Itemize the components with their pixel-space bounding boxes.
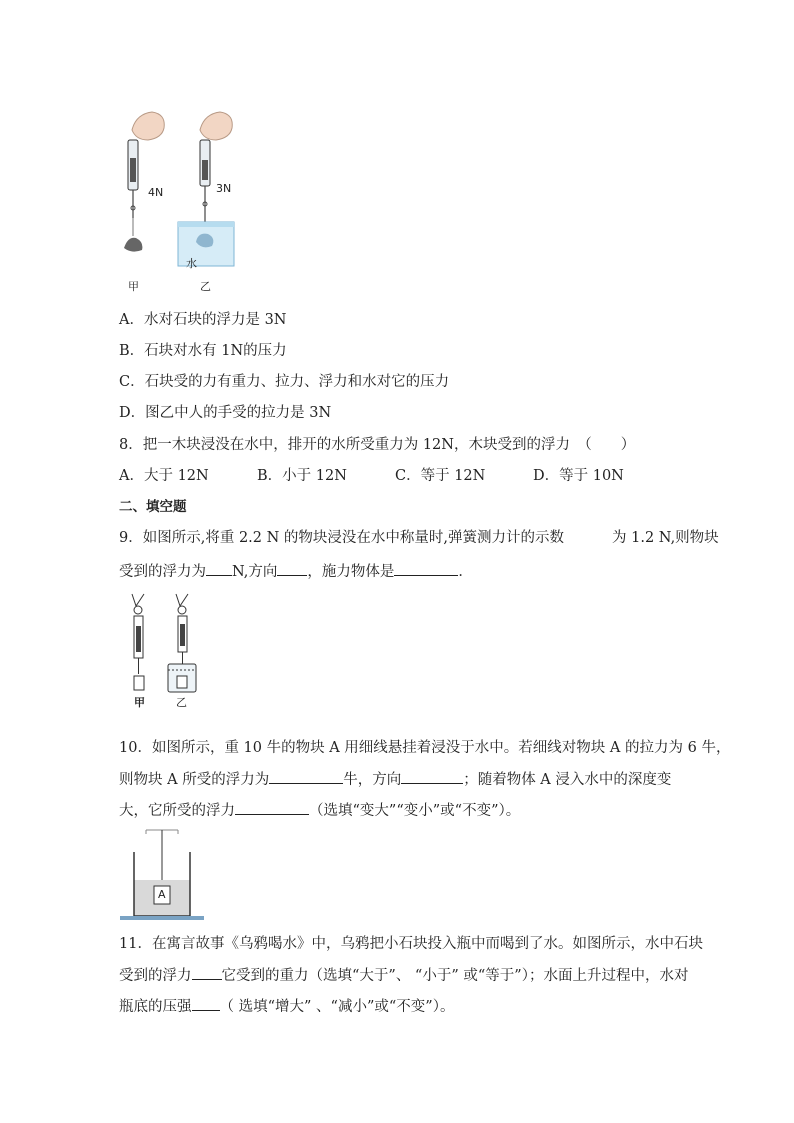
q9-text-2c: ，施力物体是 xyxy=(307,564,395,580)
q10-text-2b: 牛，方向 xyxy=(343,772,402,788)
q7-option-a: A．水对石块的浮力是 3N xyxy=(119,312,287,328)
q11-blank-compare[interactable] xyxy=(192,965,222,980)
q9-blank-direction[interactable] xyxy=(277,561,307,576)
q10-blank-direction[interactable] xyxy=(401,769,463,784)
q8-option-c: C．等于 12N xyxy=(395,468,486,484)
q8-option-d: D．等于 10N xyxy=(533,468,624,484)
q10-line1: 10．如图所示，重 10 牛的物块 A 用细线悬挂着浸没于水中。若细线对物块 A 的拉力为 6 牛， xyxy=(119,740,731,756)
q10-text-3a: 大，它所受的浮力 xyxy=(119,803,235,819)
figure-spring-scale-stone xyxy=(118,108,268,298)
q10-blank-force[interactable] xyxy=(269,769,343,784)
water-label: 水 xyxy=(186,257,197,270)
q11-text-2b: 它受到的重力（选填“大于”、 “小于” 或“等于”）；水面上升过程中，水对 xyxy=(221,968,689,984)
q9-scale-illustration xyxy=(122,592,212,704)
block-label-a: A xyxy=(158,888,166,901)
q10-line3 xyxy=(119,800,520,821)
reading-left: 4N xyxy=(148,186,164,199)
q9-text-1a: 9．如图所示,将重 2.2 N 的物块浸没在水中称量时,弹簧测力计的示数 xyxy=(119,530,565,546)
q11-text-2a: 受到的浮力 xyxy=(119,968,192,984)
q9-text-1b: 为 1.2 N,则物块 xyxy=(612,530,719,546)
q7-option-c: C．石块受的力有重力、拉力、浮力和水对它的压力 xyxy=(119,374,450,390)
q10-line2 xyxy=(119,769,671,790)
q11-blank-pressure[interactable] xyxy=(192,996,220,1011)
q9-blank-agent[interactable] xyxy=(394,561,458,576)
figure-q9-scales xyxy=(122,592,212,709)
section-heading: 二、填空题 xyxy=(119,499,187,515)
q9-text-2a: 受到的浮力为 xyxy=(119,564,206,580)
q10-container-illustration xyxy=(120,828,204,924)
q11-line3 xyxy=(119,996,454,1017)
q9-line2 xyxy=(119,561,473,582)
q8-option-b: B．小于 12N xyxy=(257,468,347,484)
fig1-label-left: 甲 xyxy=(128,280,139,293)
q10-text-3b: （选填“变大”“变小”或“不变”）。 xyxy=(309,803,521,819)
q9-text-2d: ． xyxy=(458,564,473,580)
figure-q10-container xyxy=(120,828,204,924)
q8-option-a: A．大于 12N xyxy=(119,468,209,484)
q11-text-3a: 瓶底的压强 xyxy=(119,999,192,1015)
q9-blank-force[interactable] xyxy=(206,561,232,576)
q9-text-2b: N,方向 xyxy=(232,564,278,580)
q10-blank-change[interactable] xyxy=(235,800,309,815)
reading-right: 3N xyxy=(216,182,232,195)
q11-line1: 11．在寓言故事《乌鸦喝水》中，乌鸦把小石块投入瓶中而喝到了水。如图所示，水中石块 xyxy=(119,936,703,952)
q11-text-3b: （ 选填“增大” 、“减小”或“不变”）。 xyxy=(219,999,455,1015)
fig1-label-right: 乙 xyxy=(200,280,211,293)
q10-text-2a: 则物块 A 所受的浮力为 xyxy=(119,772,270,788)
fig2-label-right: 乙 xyxy=(176,696,187,709)
q7-option-d: D．图乙中人的手受的拉力是 3N xyxy=(119,405,332,421)
q10-text-2c: ；随着物体 A 浸入水中的深度变 xyxy=(463,772,672,788)
q9-line1 xyxy=(119,528,719,548)
q8-stem: 8．把一木块浸没在水中，排开的水所受重力为 12N，木块受到的浮力 （ ） xyxy=(119,437,636,453)
fig2-label-left: 甲 xyxy=(134,696,145,709)
q7-option-b: B．石块对水有 1N的压力 xyxy=(119,343,287,359)
q11-line2 xyxy=(119,965,688,986)
